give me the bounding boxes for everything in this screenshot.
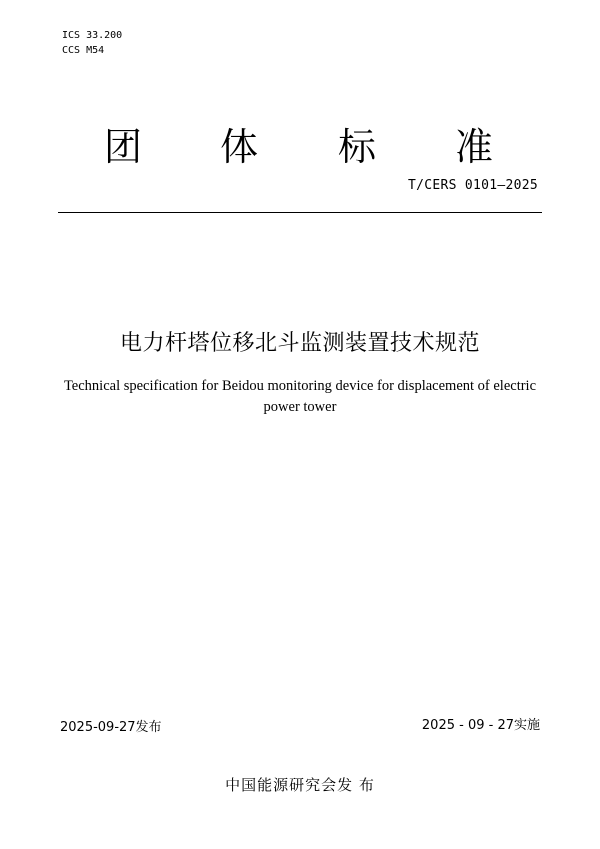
divider xyxy=(58,212,542,213)
ics-code: ICS 33.200 xyxy=(62,30,123,41)
ccs-code: CCS M54 xyxy=(62,45,105,56)
publish-date: 2025-09-27发布 xyxy=(60,720,162,735)
standard-number: T/CERS 0101—2025 xyxy=(407,178,538,193)
heading-char: 准 xyxy=(455,125,494,169)
chinese-title: 电力杆塔位移北斗监测装置技术规范 xyxy=(119,331,480,356)
implementation-date: 2025 - 09 - 27实施 xyxy=(421,718,540,733)
standard-type-heading xyxy=(0,116,600,169)
heading-char: 标 xyxy=(338,125,377,169)
heading-char: 团 xyxy=(104,125,143,169)
english-title-line: Technical specification for Beidou monitoring device for displacement of electric xyxy=(63,378,537,394)
english-title xyxy=(60,376,540,418)
english-title-line: power tower xyxy=(263,399,337,415)
heading-char: 体 xyxy=(220,125,259,169)
publisher: 中国能源研究会发 布 xyxy=(225,776,375,794)
